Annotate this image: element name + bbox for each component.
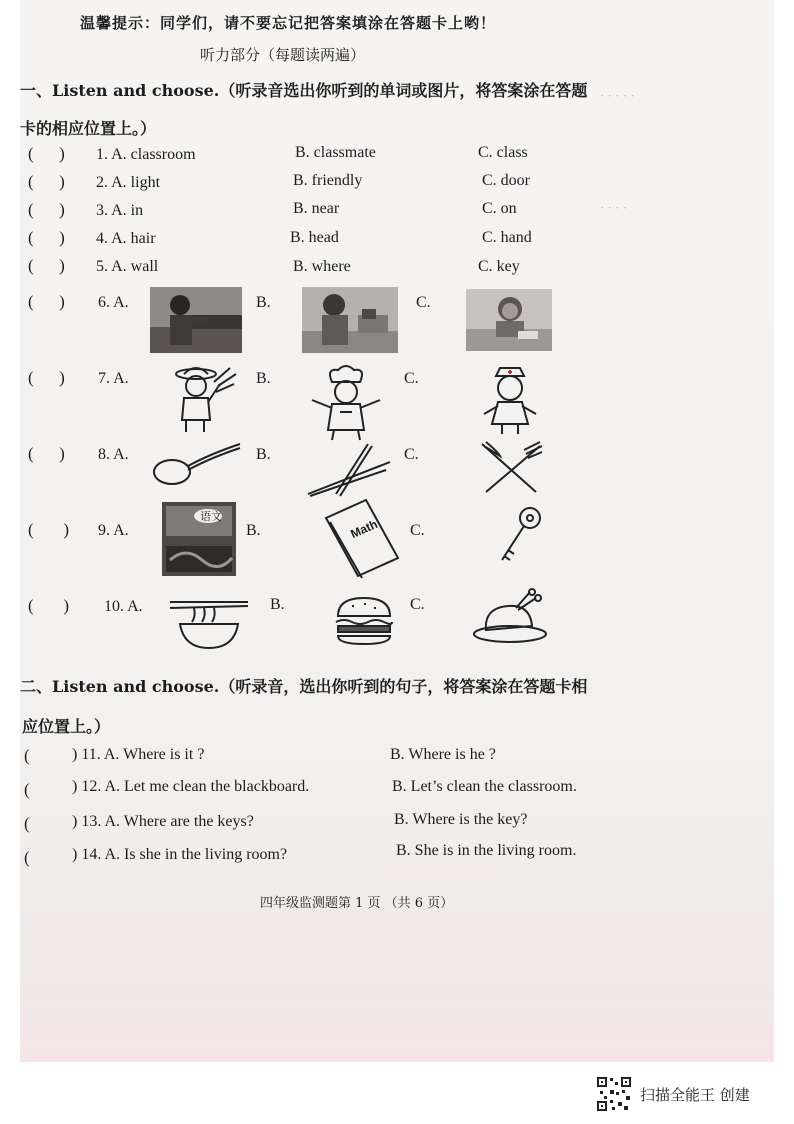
qr-code-icon <box>596 1076 632 1112</box>
reminder-tip: 温馨提示：同学们，请不要忘记把答案填涂在答题卡上哟！ <box>80 14 497 32</box>
option-b: B. Let’s clean the classroom. <box>392 778 577 795</box>
girl-at-desk-photo-icon[interactable] <box>302 287 398 353</box>
chinese-book-label: 语文 <box>200 510 222 523</box>
option-c: C. hand <box>482 229 532 246</box>
bleed-through-text: · · · · <box>600 200 628 215</box>
section1-heading-cont: 卡的相应位置上。） <box>20 119 157 138</box>
option-a-label: 6. A. <box>98 294 129 311</box>
option-c-label: C. <box>416 294 431 311</box>
option-b-label: B. <box>256 370 271 387</box>
option-b: B. She is in the living room. <box>396 842 577 859</box>
answer-bracket[interactable]: ( ) <box>28 256 65 275</box>
section2-heading-cont: 应位置上。） <box>22 717 111 736</box>
answer-bracket[interactable]: ( <box>24 780 56 799</box>
answer-bracket[interactable]: ( ) <box>28 172 65 191</box>
option-a: 4. A. hair <box>96 230 156 247</box>
knife-and-fork-icon[interactable] <box>478 440 544 496</box>
chopsticks-icon[interactable] <box>306 440 392 498</box>
option-b: B. friendly <box>293 172 363 189</box>
option-b: B. classmate <box>295 144 376 161</box>
answer-bracket[interactable]: ( ) <box>28 520 70 539</box>
hamburger-icon[interactable] <box>332 594 396 648</box>
listening-section-title: 听力部分（每题读两遍） <box>200 46 366 64</box>
chinese-book-icon[interactable] <box>162 502 236 576</box>
boy-at-desk-photo-icon[interactable] <box>150 287 242 353</box>
nurse-icon[interactable] <box>478 364 542 436</box>
option-c-label: C. <box>404 370 419 387</box>
option-a-label: 10. A. <box>104 598 143 615</box>
option-b: B. where <box>293 258 351 275</box>
answer-bracket[interactable]: ( ) <box>28 144 65 163</box>
math-book-label: Math <box>348 516 380 542</box>
option-a: ) 11. A. Where is it ? <box>72 746 205 763</box>
option-c: C. key <box>478 258 520 275</box>
answer-bracket[interactable]: ( ) <box>28 596 70 615</box>
key-icon[interactable] <box>494 506 544 564</box>
option-b: B. head <box>290 229 339 246</box>
scanner-watermark: 扫描全能王 创建 <box>640 1086 750 1104</box>
page-bottom-tint <box>20 1000 774 1062</box>
answer-bracket[interactable]: ( ) <box>28 292 65 311</box>
option-c: C. class <box>478 144 528 161</box>
option-c-label: C. <box>410 596 425 613</box>
option-a: ) 12. A. Let me clean the blackboard. <box>72 778 310 795</box>
option-a: 5. A. wall <box>96 258 159 275</box>
exam-sheet <box>20 0 774 1062</box>
section2-heading: 二、Listen and choose.（听录音，选出你听到的句子，将答案涂在答题卡相 <box>20 677 588 696</box>
answer-bracket[interactable]: ( ) <box>28 368 65 387</box>
option-b: B. Where is he ? <box>390 746 496 763</box>
child-reading-photo-icon[interactable] <box>466 289 552 351</box>
answer-bracket[interactable]: ( <box>24 814 56 833</box>
page-number-label: 四年级监测题第 1 页 （共 6 页） <box>260 896 454 911</box>
option-b-label: B. <box>270 596 285 613</box>
answer-bracket[interactable]: ( ) <box>28 200 65 219</box>
math-book-icon[interactable] <box>320 496 404 580</box>
option-b-label: B. <box>256 446 271 463</box>
option-a: ) 13. A. Where are the keys? <box>72 813 254 830</box>
answer-bracket[interactable]: ( <box>24 746 56 765</box>
option-c-label: C. <box>404 446 419 463</box>
spoon-icon[interactable] <box>150 438 242 488</box>
bleed-through-text: · · · · · <box>600 88 635 103</box>
cook-icon[interactable] <box>302 364 390 442</box>
option-a-label: 7. A. <box>98 370 129 387</box>
option-a: ) 14. A. Is she in the living room? <box>72 846 288 863</box>
option-a: 2. A. light <box>96 174 161 191</box>
option-b: B. Where is the key? <box>394 811 528 828</box>
answer-bracket[interactable]: ( ) <box>28 228 65 247</box>
section1-heading: 一、Listen and choose.（听录音选出你听到的单词或图片，将答案涂在答题 <box>20 81 588 100</box>
farmer-icon[interactable] <box>170 362 240 434</box>
option-a-label: 9. A. <box>98 522 129 539</box>
roast-chicken-icon[interactable] <box>472 586 550 648</box>
answer-bracket[interactable]: ( ) <box>28 444 65 463</box>
option-c: C. door <box>482 172 530 189</box>
noodles-icon[interactable] <box>168 594 250 652</box>
option-b-label: B. <box>256 294 271 311</box>
option-b: B. near <box>293 200 340 217</box>
option-c: C. on <box>482 200 517 217</box>
option-a: 3. A. in <box>96 202 144 219</box>
option-b-label: B. <box>246 522 261 539</box>
option-a-label: 8. A. <box>98 446 129 463</box>
option-a: 1. A. classroom <box>96 146 196 163</box>
answer-bracket[interactable]: ( <box>24 848 56 867</box>
option-c-label: C. <box>410 522 425 539</box>
